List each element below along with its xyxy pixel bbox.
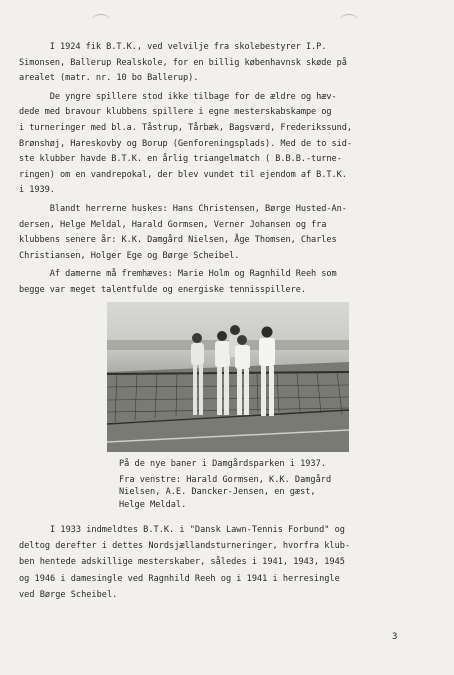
caption-line-2: Fra venstre: Harald Gormsen, K.K. Damgård — [119, 474, 332, 485]
caption-line-3: Nielsen, A.E. Dancker-Jensen, en gæst, — [119, 487, 316, 498]
body-text — [19, 40, 439, 299]
page-number: 3 — [392, 632, 398, 642]
paragraph-2-line-1: De yngre spillere stod ikke tilbage for de ældre og hæv- — [19, 91, 337, 102]
closing-line-3: ben hentede adskillige mesterskaber, således i 1941, 1943, 1945 — [19, 557, 345, 568]
paragraph-4-line-2: begge var meget talentfulde og energiske tennisspillere. — [19, 284, 306, 295]
paragraph-3-line-1: Blandt herrerne huskes: Hans Christensen, Børge Husted-An- — [19, 203, 347, 214]
paragraph-2-line-3: i turneringer med bl.a. Tåstrup, Tårbæk, Bagsværd, Frederikssund, — [19, 122, 353, 133]
paragraph-2-line-5: ste klubber havde B.T.K. en årlig triangelmatch ( B.B.B.-turne- — [19, 154, 342, 165]
caption-line-1: På de nye baner i Damgårdsparken i 1937. — [119, 459, 326, 469]
closing-line-4: og 1946 i damesingle ved Ragnhild Reeh og i 1941 i herresingle — [19, 573, 340, 584]
paragraph-3-line-4: Christiansen, Holger Ege og Børge Scheibel. — [19, 250, 240, 261]
paragraph-1-line-2: Simonsen, Ballerup Realskole, for en billig københavnsk skøde på — [19, 57, 347, 68]
photo-caption — [119, 458, 331, 511]
paragraph-2-line-7: i 1939. — [19, 185, 55, 196]
paragraph-2-line-2: dede med bravour klubbens spillere i egne mesterskabskampe og — [19, 107, 332, 118]
tennis-court-image — [107, 302, 349, 452]
punch-hole-left — [92, 14, 110, 27]
punch-hole-right — [340, 14, 358, 27]
paragraph-1-line-1: I 1924 fik B.T.K., ved velvilje fra skolebestyrer I.P. — [19, 42, 327, 52]
paragraph-2-line-4: Brønshøj, Hareskovby og Borup (Genforeningsplads). Med de to sid- — [19, 138, 353, 149]
paragraph-2-line-6: ringen) om en vandrepokal, der blev vundet til ejendom af B.T.K. — [19, 169, 347, 180]
caption-line-4: Helge Meldal. — [119, 499, 187, 510]
closing-line-2: deltog derefter i dettes Nordsjællandsturneringer, hvorfra klub- — [19, 541, 351, 552]
closing-line-1: I 1933 indmeldtes B.T.K. i "Dansk Lawn-Tennis Forbund" og — [19, 525, 345, 535]
paragraph-4-line-1: Af damerne må fremhæves: Marie Holm og Ragnhild Reeh som — [19, 269, 337, 280]
closing-line-5: ved Børge Scheibel. — [19, 589, 118, 600]
paragraph-1-line-3: arealet (matr. nr. 10 bo Ballerup). — [19, 73, 199, 84]
tennis-players-photo — [107, 302, 349, 452]
closing-paragraph — [19, 522, 439, 603]
paragraph-3-line-2: dersen, Helge Meldal, Harald Gormsen, Verner Johansen og fra — [19, 219, 327, 230]
paragraph-3-line-3: klubbens senere år: K.K. Damgård Nielsen, Åge Thomsen, Charles — [19, 235, 337, 246]
